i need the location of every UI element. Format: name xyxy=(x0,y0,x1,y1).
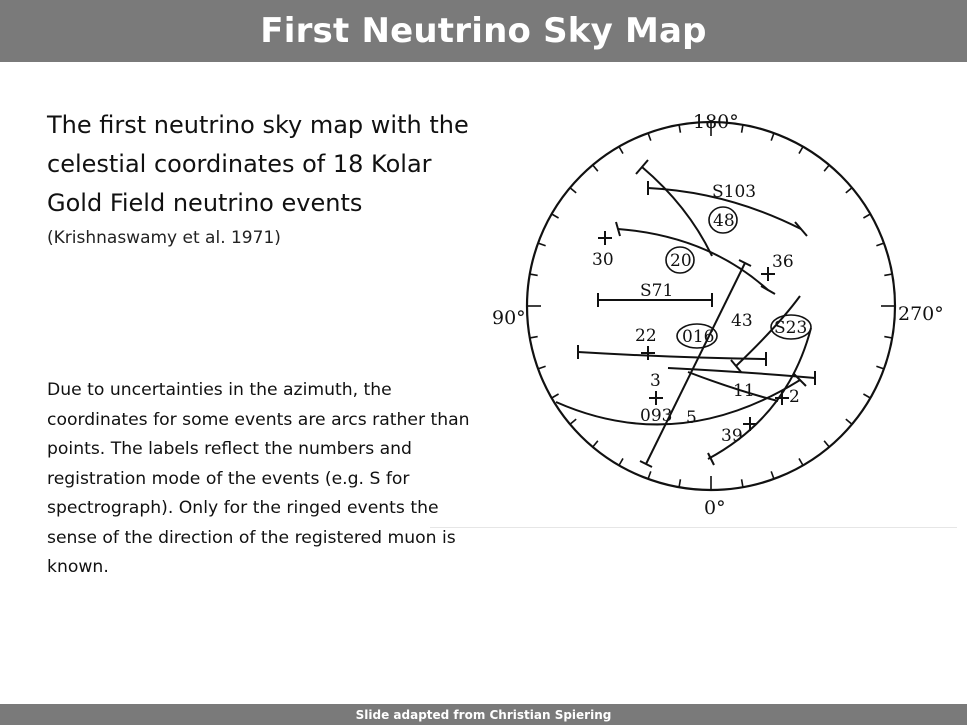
circle-tick xyxy=(876,366,884,369)
label-3: 3 xyxy=(650,371,661,391)
label-36: 36 xyxy=(772,252,794,272)
label-48: 48 xyxy=(713,211,735,231)
circle-tick xyxy=(648,471,651,479)
circle-tick xyxy=(771,133,774,141)
circle-tick xyxy=(824,441,829,447)
slide-title: First Neutrino Sky Map xyxy=(260,11,707,51)
description-text: Due to uncertainties in the azimuth, the coordinates for some events are arcs rather than points. The labels reflect the numbers and registration mode of the events (e.g. S for spectrograph). Only for the ringed events the sense of the direction of the registered muon is known. xyxy=(47,380,470,577)
label-s71: S71 xyxy=(640,281,674,301)
circle-tick xyxy=(552,214,559,218)
circle-tick xyxy=(799,147,803,154)
point-39 xyxy=(743,417,757,431)
circle-tick xyxy=(570,188,576,193)
circle-tick xyxy=(679,479,680,487)
angle-label-0: 0° xyxy=(704,497,726,519)
point-22 xyxy=(641,346,655,360)
circle-tick xyxy=(648,133,651,141)
circle-tick xyxy=(863,214,870,218)
label-30: 30 xyxy=(592,250,614,270)
circle-tick xyxy=(742,125,743,133)
circle-tick xyxy=(570,419,576,424)
circle-tick xyxy=(799,458,803,465)
track-20-cap-right xyxy=(761,286,775,294)
circle-tick xyxy=(619,458,623,465)
label-39: 39 xyxy=(721,426,743,446)
point-093 xyxy=(649,391,663,405)
track-016 xyxy=(578,352,766,359)
circle-tick xyxy=(530,274,538,275)
label-016: 016 xyxy=(682,327,715,347)
circle-tick xyxy=(884,274,892,275)
track-s103-cap-right xyxy=(795,222,807,236)
label-093: 093 xyxy=(640,406,673,426)
label-5: 5 xyxy=(686,408,697,428)
circle-tick xyxy=(593,165,598,171)
label-s103: S103 xyxy=(712,182,757,202)
title-bar xyxy=(0,0,967,62)
label-43: 43 xyxy=(731,311,753,331)
circle-tick xyxy=(846,188,852,193)
event-label-text xyxy=(592,182,807,446)
label-s23: S23 xyxy=(774,318,808,338)
circle-tick xyxy=(619,147,623,154)
citation: (Krishnaswamy et al. 1971) xyxy=(47,228,281,248)
angle-label-90: 90° xyxy=(492,307,526,329)
circle-tick xyxy=(771,471,774,479)
circle-tick xyxy=(530,337,538,338)
circle-tick xyxy=(846,419,852,424)
circle-tick xyxy=(538,366,546,369)
circle-tick xyxy=(538,243,546,246)
footer-bar xyxy=(0,704,967,725)
point-30 xyxy=(598,231,612,245)
circle-tick xyxy=(552,394,559,398)
circle-tick xyxy=(593,441,598,447)
intro-text: The first neutrino sky map with the celestial coordinates of 18 Kolar Gold Field neutrino events xyxy=(47,111,469,217)
circle-tick xyxy=(824,165,829,171)
label-2: 2 xyxy=(789,387,800,407)
circle-tick xyxy=(679,125,680,133)
circle-tick xyxy=(742,479,743,487)
neutrino-sky-map xyxy=(478,96,967,526)
angle-label-180: 180° xyxy=(693,111,739,133)
angle-label-270: 270° xyxy=(898,303,944,325)
label-11: 11 xyxy=(733,381,755,401)
footer-credit: Slide adapted from Christian Spiering xyxy=(355,707,612,722)
circle-tick xyxy=(876,243,884,246)
label-22: 22 xyxy=(635,326,657,346)
track-48 xyxy=(642,167,712,256)
circle-tick xyxy=(863,394,870,398)
circle-tick xyxy=(884,337,892,338)
label-20: 20 xyxy=(670,251,692,271)
figure-baseline xyxy=(430,527,957,528)
